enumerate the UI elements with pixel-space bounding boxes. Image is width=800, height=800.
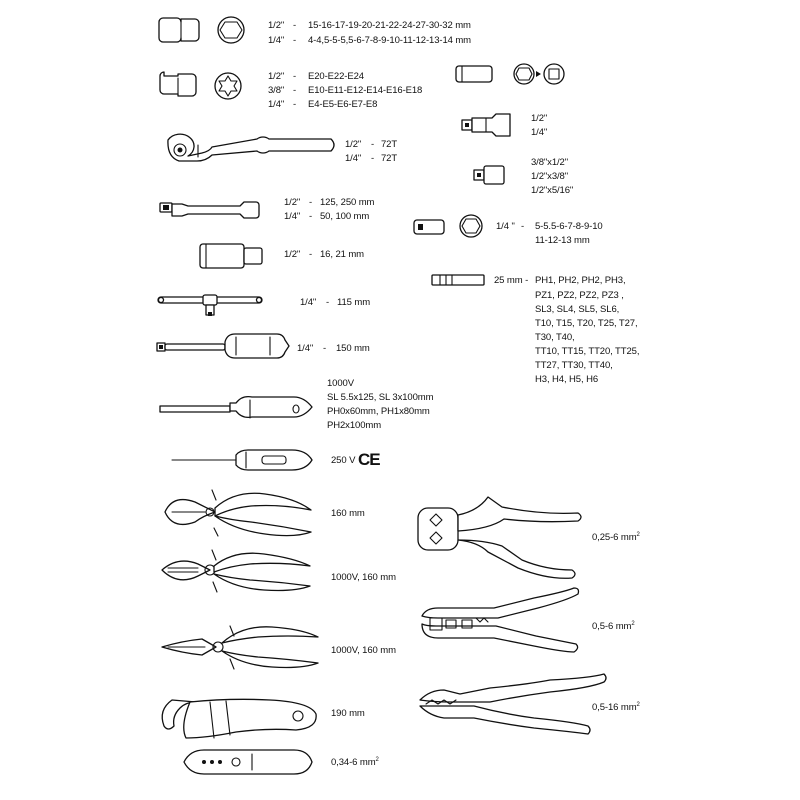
spinner-drive: 1/4" bbox=[297, 343, 314, 354]
spinner-length: 150 mm bbox=[336, 343, 370, 354]
cable-lug-crimper-range: 0,5-16 $mm^2$ bbox=[592, 702, 640, 713]
cable-lug-crimping-pliers-icon bbox=[420, 674, 606, 734]
spinner-handle-icon bbox=[157, 334, 289, 358]
universal-joint-drive-1: 1/2" bbox=[531, 113, 548, 124]
screwdriver-voltage: 1000V bbox=[327, 378, 354, 389]
spark-plug-sep: - bbox=[309, 249, 313, 260]
bit-socket-sizes-2: 11-12-13 mm bbox=[535, 235, 590, 246]
screwdriver-bit-icon bbox=[432, 275, 484, 285]
side-cutter-length: 160 mm bbox=[331, 508, 365, 519]
bit-socket-drive: 1/4 " bbox=[496, 221, 515, 232]
bit-holder-socket-icon bbox=[414, 215, 482, 237]
t-handle-drive: 1/4" bbox=[300, 297, 317, 308]
extension-sep-1: - bbox=[309, 197, 313, 208]
e-torx-socket-icon bbox=[160, 72, 241, 99]
adapter-size-2: 1/2"x3/8" bbox=[531, 171, 569, 182]
hex-socket-drive-2: 1/4" bbox=[268, 35, 285, 46]
ratchet-drive-2: 1/4" bbox=[345, 153, 362, 164]
wire-stripper-range-exponent: 2 bbox=[375, 757, 379, 763]
spark-plug-drive: 1/2" bbox=[284, 249, 301, 260]
voltage-tester-rating: 250 V bbox=[331, 455, 356, 466]
extension-drive-2: 1/4" bbox=[284, 211, 301, 222]
cable-lug-crimper-range-exponent: 2 bbox=[636, 702, 640, 708]
bits-list-5: T30, T40, bbox=[535, 332, 575, 343]
hex-socket-sep-1: - bbox=[293, 20, 297, 31]
cable-knife-length: 190 mm bbox=[331, 708, 365, 719]
torx-socket-sep-1: - bbox=[293, 71, 297, 82]
bits-list-7: TT27, TT30, TT40, bbox=[535, 360, 613, 371]
combination-pliers-spec: 1000V, 160 mm bbox=[331, 572, 396, 583]
long-nose-pliers-spec: 1000V, 160 mm bbox=[331, 645, 396, 656]
torx-socket-drive-1: 1/2" bbox=[268, 71, 285, 82]
wire-stripper-range: 0,34-6 $mm^2$ bbox=[331, 757, 379, 768]
square-drive-socket-icon bbox=[456, 64, 564, 84]
torx-socket-sizes-1: E20-E22-E24 bbox=[308, 71, 364, 82]
ratchet-drive-1: 1/2" bbox=[345, 139, 362, 150]
hex-socket-sizes-1: 15-16-17-19-20-21-22-24-27-30-32 mm bbox=[308, 20, 471, 31]
torx-socket-drive-2: 3/8" bbox=[268, 85, 285, 96]
spark-plug-sizes: 16, 21 mm bbox=[320, 249, 364, 260]
hex-socket-sep-2: - bbox=[293, 35, 297, 46]
extension-sep-2: - bbox=[309, 211, 313, 222]
long-nose-pliers-icon bbox=[162, 626, 318, 669]
terminal-crimping-pliers-icon bbox=[422, 588, 579, 652]
hex-socket-sizes-2: 4-4,5-5-5,5-6-7-8-9-10-11-12-13-14 mm bbox=[308, 35, 471, 46]
universal-joint-drive-2: 1/4" bbox=[531, 127, 548, 138]
bits-length: 25 mm - bbox=[494, 275, 529, 286]
screwdriver-phillips-sizes: PH0x60mm, PH1x80mm bbox=[327, 406, 430, 417]
bit-socket-sizes-1: 5-5.5-6-7-8-9-10 bbox=[535, 221, 603, 232]
torx-socket-sizes-3: E4-E5-E6-E7-E8 bbox=[308, 99, 378, 110]
ferrule-crimper-range: 0,25-6 $mm^2$ bbox=[592, 532, 640, 543]
bits-list-1: PH1, PH2, PH2, PH3, bbox=[535, 275, 626, 286]
terminal-crimper-range: 0,5-6 $mm^2$ bbox=[592, 621, 635, 632]
extension-drive-1: 1/2" bbox=[284, 197, 301, 208]
torx-socket-sep-2: - bbox=[293, 85, 297, 96]
screwdriver-phillips-size-2: PH2x100mm bbox=[327, 420, 382, 431]
screwdriver-slotted-sizes: SL 5.5x125, SL 3x100mm bbox=[327, 392, 434, 403]
ratchet-teeth-1: 72T bbox=[381, 139, 398, 150]
ratchet-sep-1: - bbox=[371, 139, 375, 150]
bits-list-3: SL3, SL4, SL5, SL6, bbox=[535, 304, 620, 315]
combination-pliers-icon bbox=[162, 550, 310, 592]
t-handle-icon bbox=[158, 295, 262, 316]
ratchet-teeth-2: 72T bbox=[381, 153, 398, 164]
extension-length-1: 125, 250 mm bbox=[320, 197, 375, 208]
ratchet-icon bbox=[168, 134, 334, 161]
t-handle-length: 115 mm bbox=[337, 297, 371, 308]
extension-bar-icon bbox=[160, 202, 259, 218]
bit-socket-sep: - bbox=[521, 221, 525, 232]
hex-socket-drive-1: 1/2" bbox=[268, 20, 285, 31]
ferrule-crimper-range-exponent: 2 bbox=[636, 532, 640, 538]
torx-socket-sizes-2: E10-E11-E12-E14-E16-E18 bbox=[308, 85, 423, 96]
spark-plug-socket-icon bbox=[200, 244, 262, 268]
bits-list-2: PZ1, PZ2, PZ2, PZ3 , bbox=[535, 290, 624, 301]
torx-socket-sep-3: - bbox=[293, 99, 297, 110]
spinner-sep: - bbox=[323, 343, 327, 354]
extension-length-2: 50, 100 mm bbox=[320, 211, 370, 222]
adapter-size-1: 3/8"x1/2" bbox=[531, 157, 569, 168]
adapter-size-3: 1/2"x5/16" bbox=[531, 185, 574, 196]
wire-stripper-icon bbox=[184, 750, 312, 774]
side-cutter-icon bbox=[165, 490, 311, 536]
hex-socket-icon bbox=[159, 17, 244, 43]
bits-list-6: TT10, TT15, TT20, TT25, bbox=[535, 346, 640, 357]
terminal-crimper-range-exponent: 2 bbox=[631, 621, 635, 627]
bits-list-4: T10, T15, T20, T25, T27, bbox=[535, 318, 638, 329]
ce-mark: CE bbox=[358, 450, 380, 469]
ferrule-crimping-pliers-icon bbox=[418, 497, 581, 578]
drive-adapter-icon bbox=[474, 166, 504, 184]
voltage-tester-icon bbox=[172, 450, 312, 470]
bits-list-8: H3, H4, H5, H6 bbox=[535, 374, 599, 385]
torx-socket-drive-3: 1/4" bbox=[268, 99, 285, 110]
cable-knife-icon bbox=[162, 699, 316, 738]
universal-joint-icon bbox=[462, 114, 510, 136]
t-handle-sep: - bbox=[326, 297, 330, 308]
insulated-screwdriver-icon bbox=[160, 397, 312, 418]
ratchet-sep-2: - bbox=[371, 153, 375, 164]
